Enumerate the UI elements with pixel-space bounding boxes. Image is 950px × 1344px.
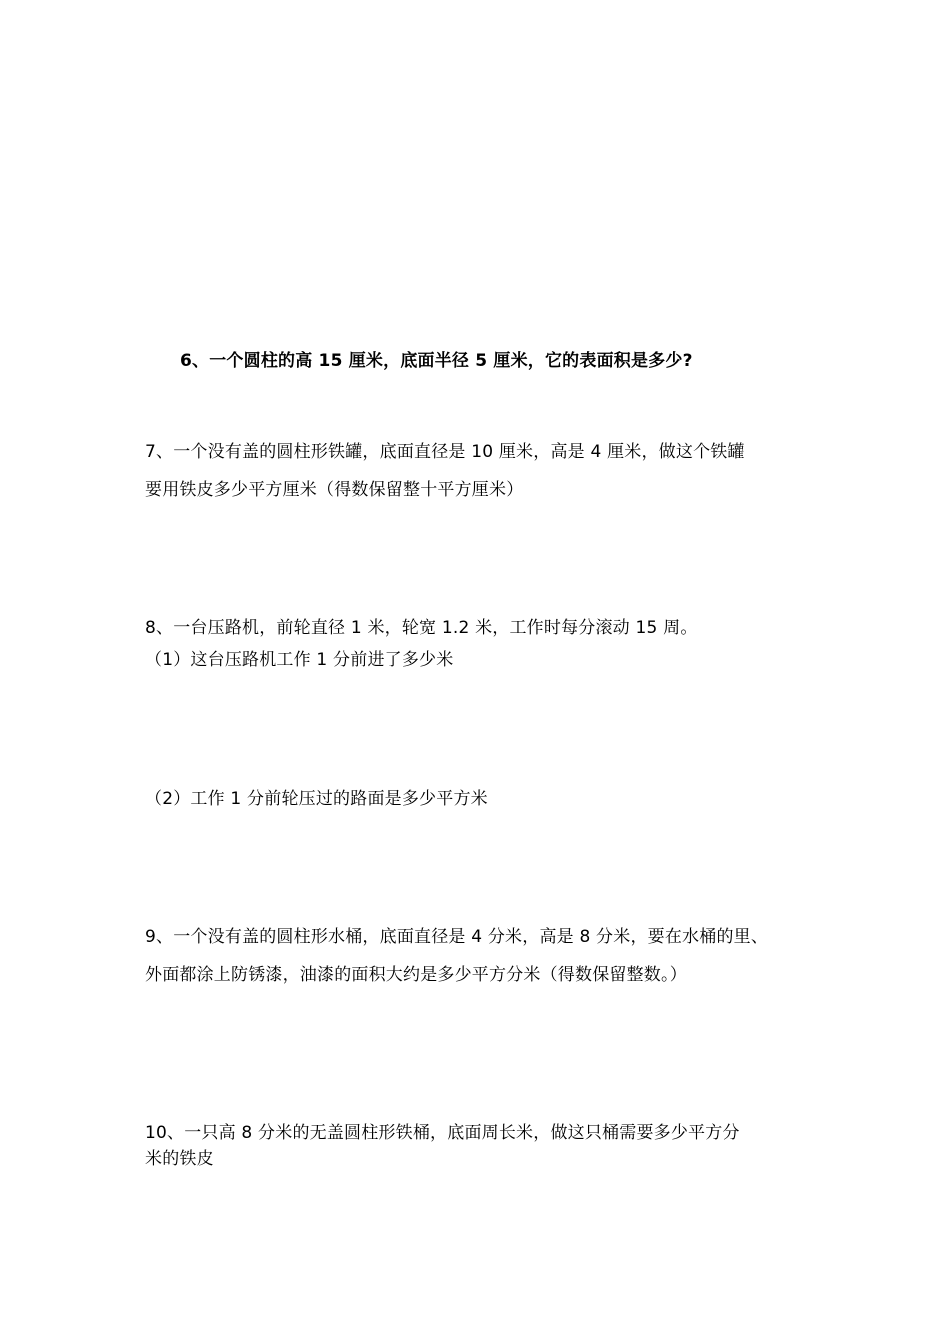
question-8-part-2: （2）工作 1 分前轮压过的路面是多少平方米 [145, 789, 488, 809]
question-7-line-1: 7、一个没有盖的圆柱形铁罐，底面直径是 10 厘米，高是 4 厘米，做这个铁罐 [145, 442, 745, 462]
question-8-line-1: 8、一台压路机，前轮直径 1 米，轮宽 1.2 米，工作时每分滚动 15 周。 [145, 618, 698, 638]
question-8-part-1: （1）这台压路机工作 1 分前进了多少米 [145, 650, 454, 670]
question-6-line-1: 6、一个圆柱的高 15 厘米，底面半径 5 厘米，它的表面积是多少? [180, 351, 693, 371]
question-7-line-2: 要用铁皮多少平方厘米（得数保留整十平方厘米） [145, 480, 524, 500]
question-9-line-1: 9、一个没有盖的圆柱形水桶，底面直径是 4 分米，高是 8 分米，要在水桶的里、 [145, 927, 769, 947]
question-10-line-1: 10、一只高 8 分米的无盖圆柱形铁桶，底面周长米，做这只桶需要多少平方分 [145, 1123, 740, 1143]
question-10-line-2: 米的铁皮 [145, 1149, 214, 1169]
question-9-line-2: 外面都涂上防锈漆，油漆的面积大约是多少平方分米（得数保留整数。） [145, 965, 687, 985]
